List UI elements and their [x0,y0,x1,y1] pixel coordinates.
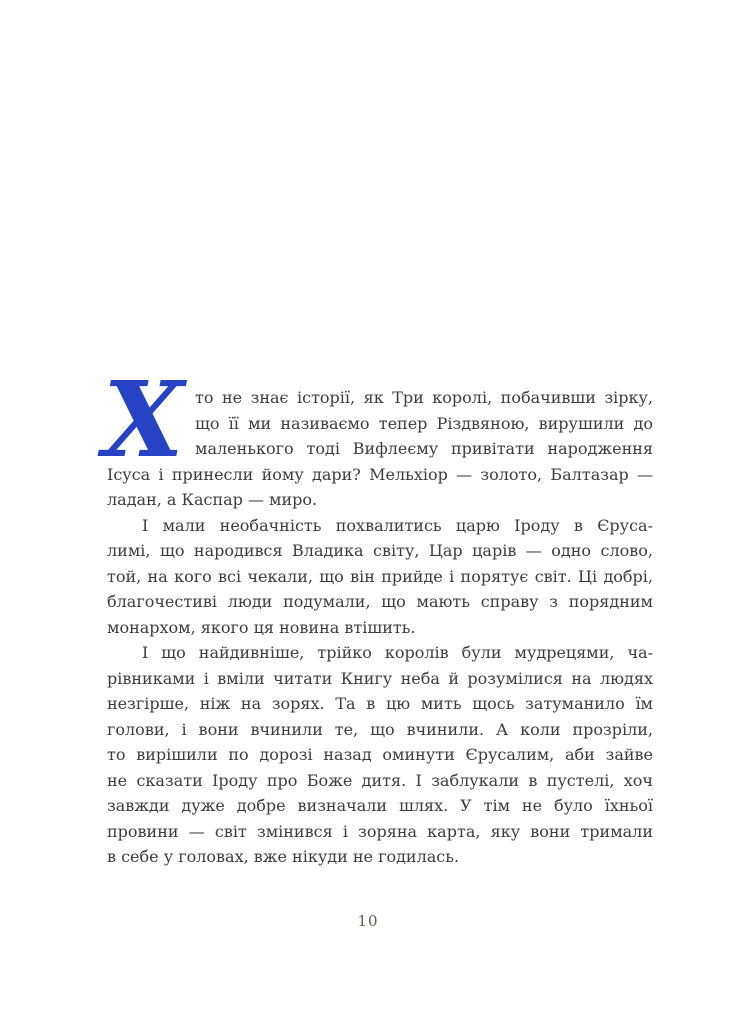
text-line: незгірше, ніж на зорях. Та в цю мить щось затуманило їм [107,694,653,713]
paragraph-1 [103,358,653,513]
page-number: 10 [357,912,379,930]
text-line: завжди дуже добре визначали шлях. У тім не було їхньої [107,796,653,815]
text-line: то не знає історії, як Три королі, побачивши зірку, [195,388,653,407]
text-line: що її ми називаємо тепер Різдвяною, вирушили до [195,413,653,433]
text-line: лимі, що народився Владика світу, Цар царів — одно слово, [107,541,653,560]
text-line: в себе у головах, вже нікуди не годилась. [107,847,460,866]
paragraph-3 [107,640,653,870]
text-line: Ісуса і принесли йому дари? Мельхіор — золото, Балтазар — [107,464,653,484]
text-line: той, на кого всі чекали, що він прийде і порятує світ. Ці добрі, [107,566,653,586]
text-line: І мали необачність похвалитись царю Іроду в Єруса- [142,515,653,535]
text-line: І що найдивніше, трійко королів були мудрецями, ча- [142,643,653,662]
drop-cap-letter: Х [103,358,184,481]
paragraph-2 [107,513,653,641]
text-line: маленького тоді Вифлеєму привітати народження [195,439,653,458]
text-line: провини — світ змінився і зоряна карта, яку вони тримали [107,821,653,841]
text-line: монархом, якого ця новина втішить. [107,617,416,637]
text-line: благочестиві люди подумали, що мають справу з порядним [107,592,653,611]
text-line: то вирішили по дорозі назад оминути Єрусалим, аби зайве [107,745,653,764]
chapter-text-block [103,358,653,870]
text-line: рівниками і вміли читати Книгу неба й розумілися на людях [107,668,653,688]
text-line: не сказати Іроду про Боже дитя. І заблукали в пустелі, хоч [107,770,653,790]
text-line: ладан, а Каспар — миро. [107,490,318,509]
text-line: голови, і вони вчинили те, що вчинили. А коли прозріли, [107,719,653,739]
